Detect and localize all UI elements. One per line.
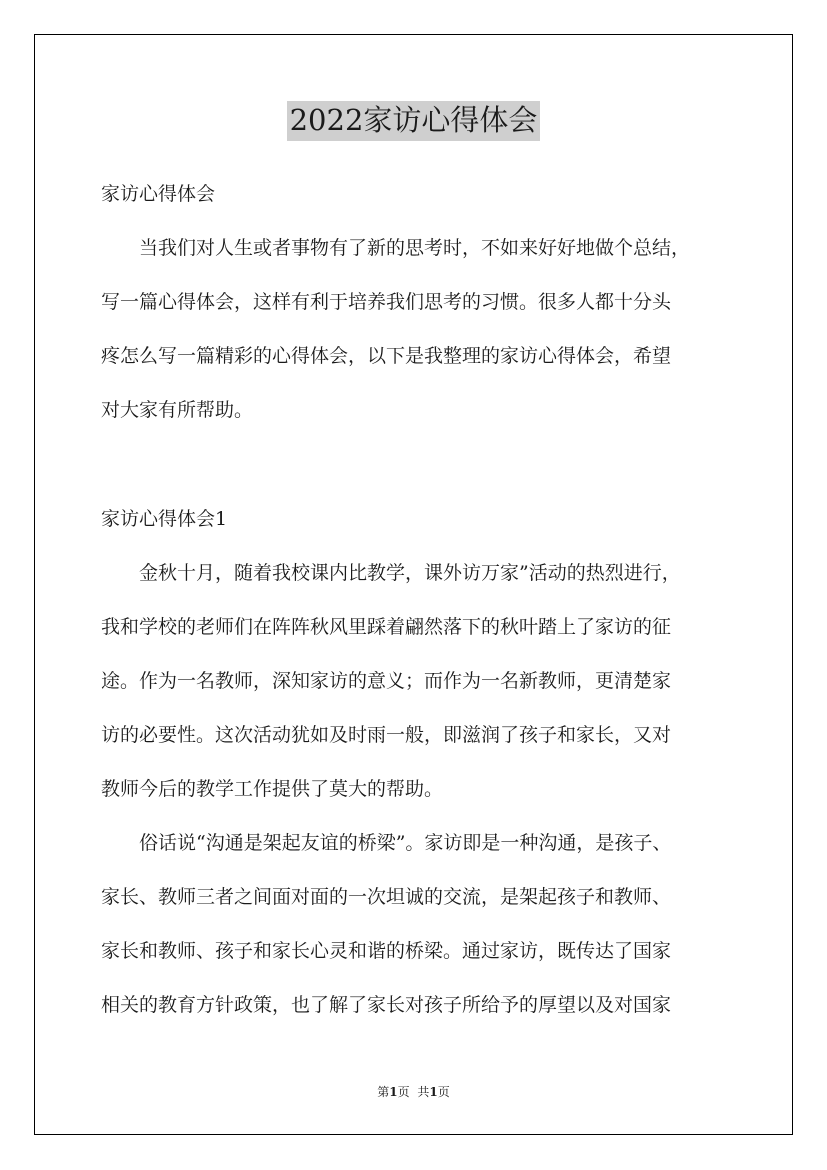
page-footer bbox=[0, 1084, 827, 1100]
section-heading: 家访心得体会1 bbox=[101, 508, 228, 530]
footer-prefix: 第 bbox=[377, 1085, 390, 1099]
body-line: 金秋十月，随着我校课内比教学，课外访万家”活动的热烈进行， bbox=[101, 562, 681, 584]
footer-page-number: 1 bbox=[389, 1085, 398, 1099]
footer-page-unit: 页 bbox=[397, 1085, 410, 1099]
body-line: 写一篇心得体会，这样有利于培养我们思考的习惯。很多人都十分头 bbox=[101, 291, 672, 313]
body-line: 家长和教师、孩子和家长心灵和谐的桥梁。通过家访，既传达了国家 bbox=[101, 940, 672, 962]
footer-total-unit: 页 bbox=[437, 1085, 450, 1099]
section-heading: 家访心得体会 bbox=[101, 183, 216, 205]
body-line: 相关的教育方针政策，也了解了家长对孩子所给予的厚望以及对国家 bbox=[101, 994, 672, 1016]
body-line: 访的必要性。这次活动犹如及时雨一般，即滋润了孩子和家长，又对 bbox=[101, 724, 672, 746]
body-line: 途。作为一名教师，深知家访的意义；而作为一名新教师，更清楚家 bbox=[101, 670, 672, 692]
footer-total-pages: 1 bbox=[429, 1085, 438, 1099]
body-line: 我和学校的老师们在阵阵秋风里踩着翩然落下的秋叶踏上了家访的征 bbox=[101, 616, 672, 638]
document-title: 2022家访心得体会 bbox=[287, 101, 541, 141]
footer-total-prefix: 共 bbox=[417, 1085, 430, 1099]
document-title-row bbox=[0, 100, 827, 140]
body-line: 家长、教师三者之间面对面的一次坦诚的交流，是架起孩子和教师、 bbox=[101, 886, 672, 908]
body-line: 教师今后的教学工作提供了莫大的帮助。 bbox=[101, 778, 444, 800]
body-line: 对大家有所帮助。 bbox=[101, 399, 254, 421]
body-line: 疼怎么写一篇精彩的心得体会，以下是我整理的家访心得体会，希望 bbox=[101, 345, 672, 367]
body-line: 俗话说“沟通是架起友谊的桥梁”。家访即是一种沟通，是孩子、 bbox=[101, 832, 672, 854]
body-line: 当我们对人生或者事物有了新的思考时，不如来好好地做个总结， bbox=[101, 237, 691, 259]
